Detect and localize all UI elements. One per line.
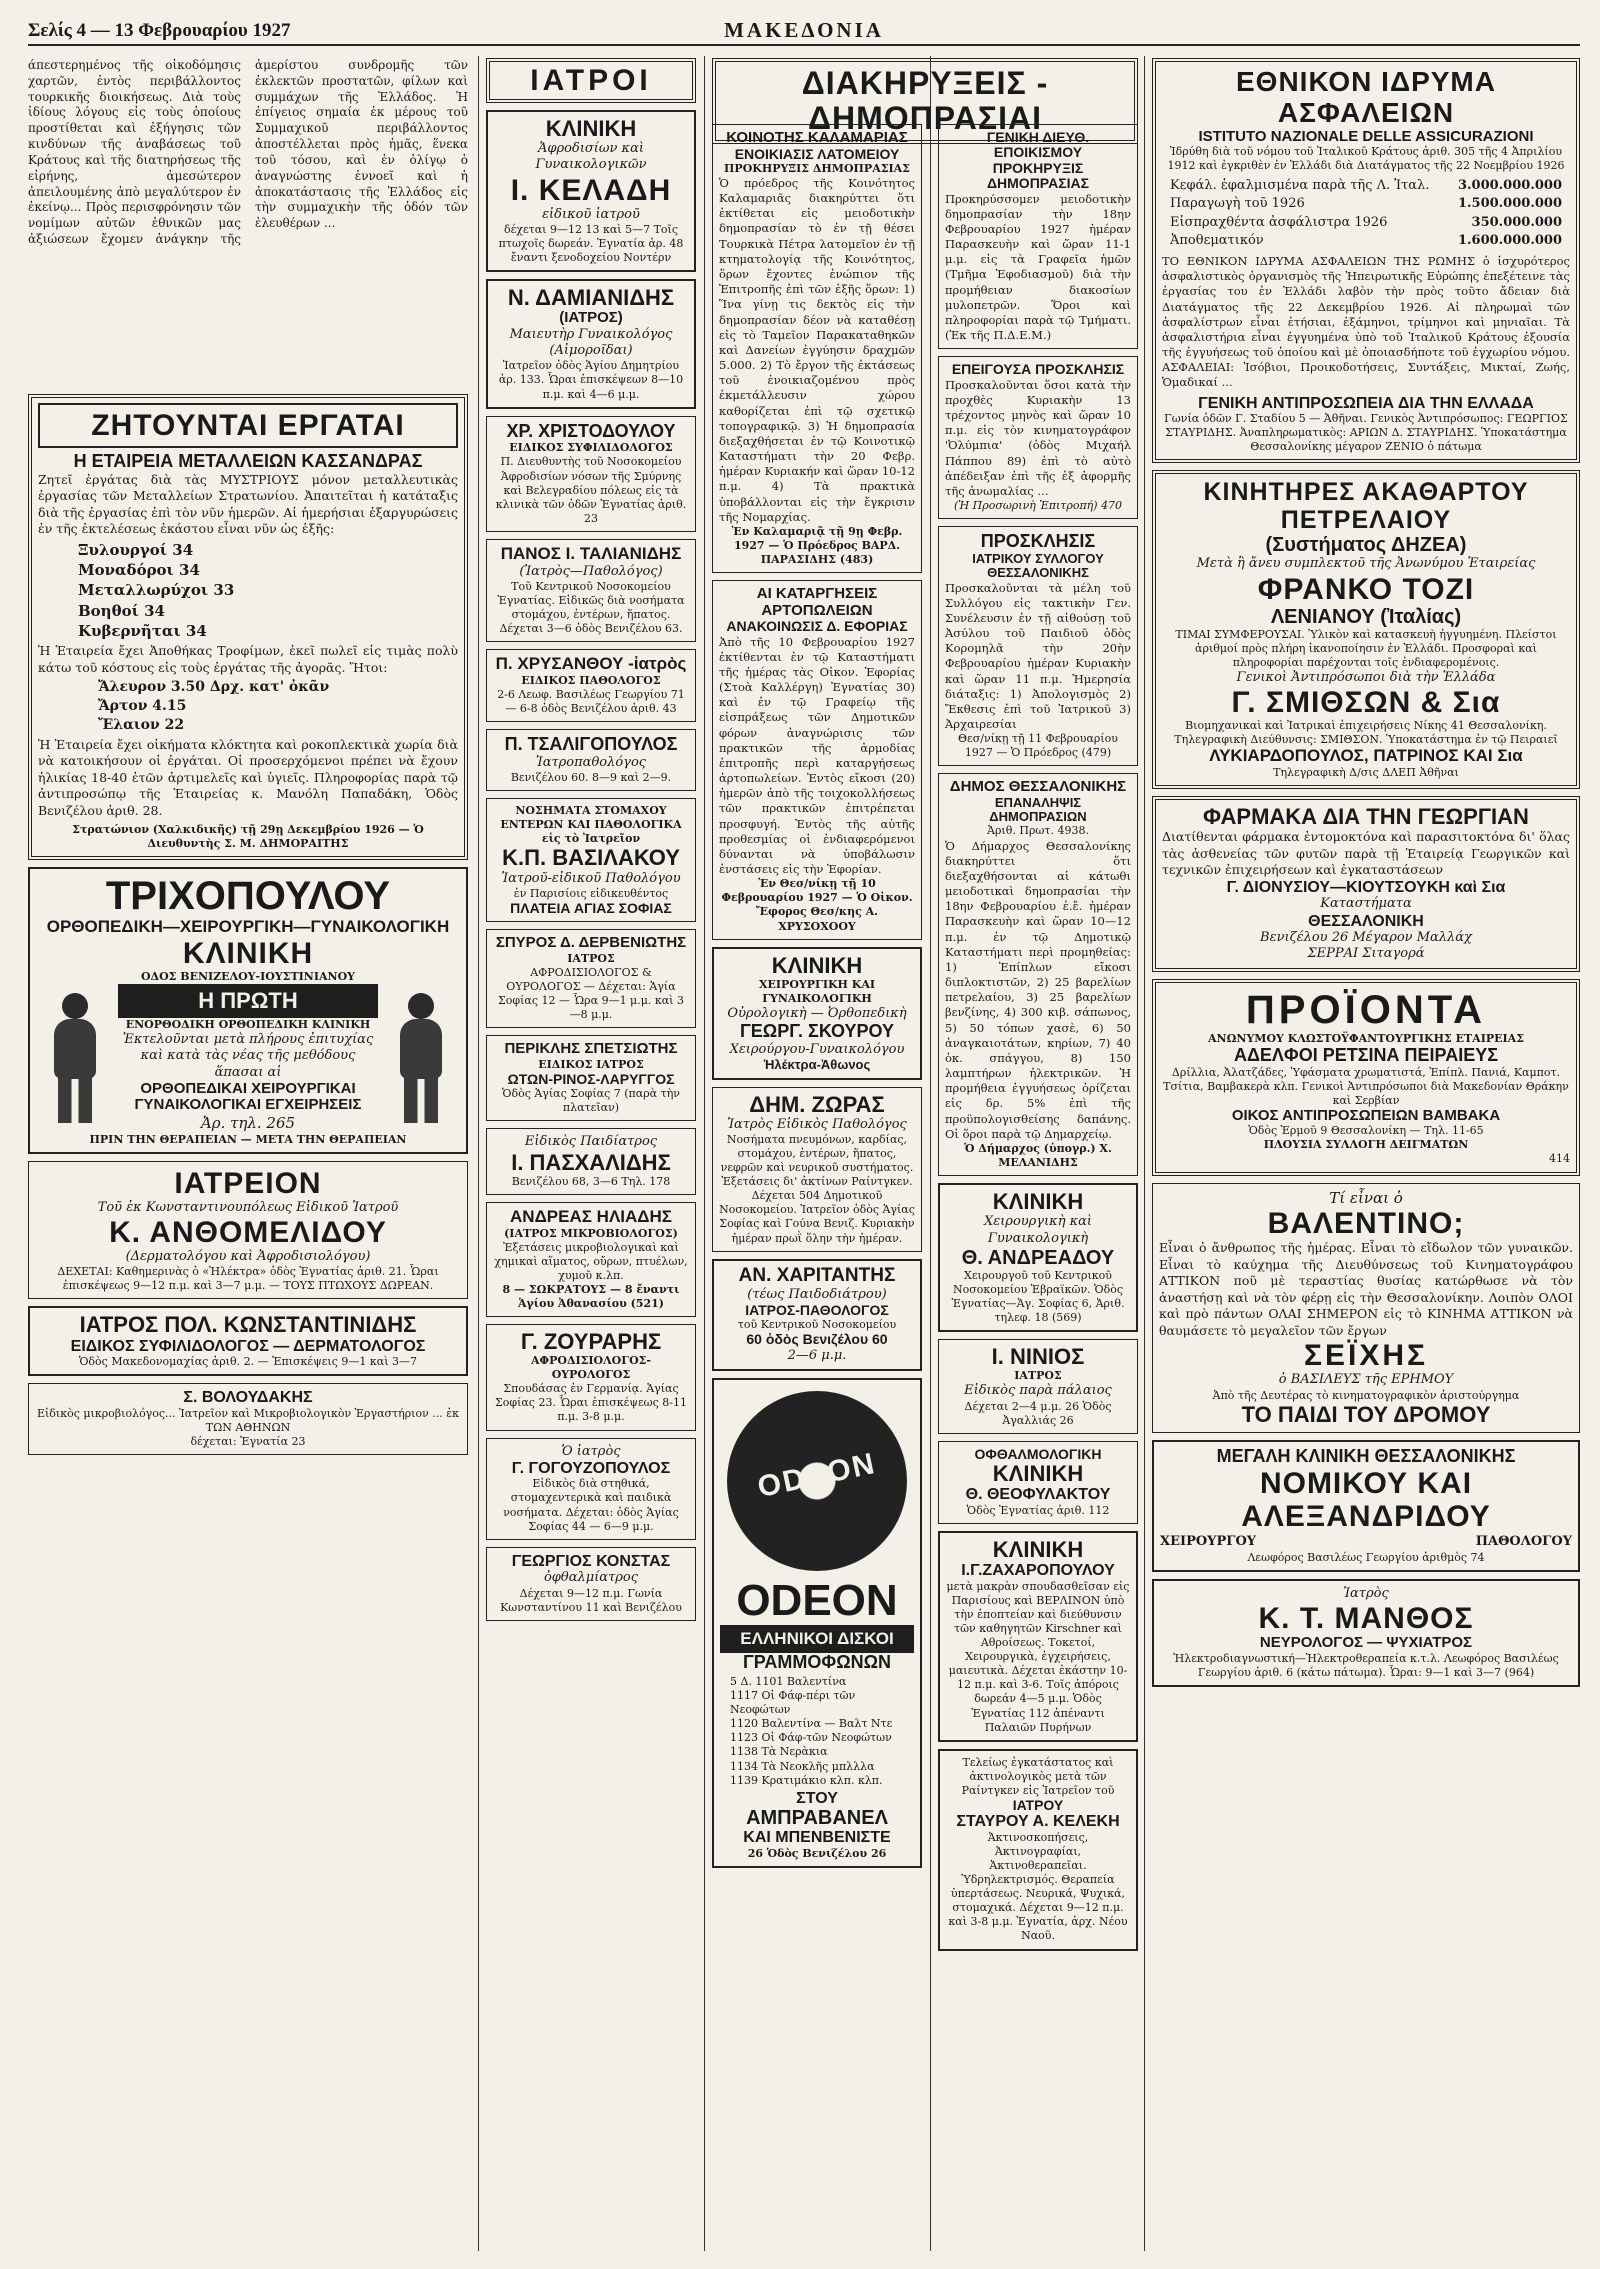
- zacharopoulou-name: Ι.Γ.ΖΑΧΑΡΟΠΟΥΛΟΥ: [961, 1562, 1115, 1580]
- megali-roles: ΧΕΙΡΟΥΡΓΟΥ ΠΑΘΟΛΟΓΟΥ: [1160, 1533, 1572, 1549]
- ethnikon-text: ΤΟ ΕΘΝΙΚΟΝ ΙΔΡΥΜΑ ΑΣΦΑΛΕΙΩΝ ΤΗΣ ΡΩΜΗΣ ὁ ἰσχυρότερος ἀσφαλιστικὸς ὀργανισμὸς τῆς Ἠπειρωτικῆς Εὐρώπης ἐπεξέτεινε τὰς ἐργασίας του ἐν Ἑλλάδι λαβὸν τὴν πρὸς τοῦτο ἄδειαν διὰ Διατάγματος τῆς 22 Δεκεμβρίου 1926. Αἱ πληρωμαὶ τῶν ἀσφαλίστρων εἶναι ἐτήσιαι, ἑξάμηνοι, τρίμηνοι καὶ μηνιαῖαι. Τὰ ἀσφαλιστήρια εἶναι ἐγγυημένα ὑπὸ τοῦ Ἰταλικοῦ Κράτους ἐξουσία τῆς ἐγγυήσεως τοῦ ὁποίου καὶ μὲ ὁποιασδήποτε τοῦ ἐγχωρίου νόμου. ΑΣΦΑΛΕΙΑΙ: Ἰσόβιοι, Προικοδοτήσεις, Συντάξεις, Μικταί, Ζωής, Ὁμαδικαί ...: [1162, 254, 1570, 390]
- ethnikon-title: ΕΘΝΙΚΟΝ ΙΔΡΥΜΑ ΑΣΦΑΛΕΙΩΝ: [1236, 66, 1496, 128]
- damianidis-name: Ν. ΔΑΜΙΑΝΙΔΗΣ: [507, 285, 675, 311]
- konst-addr: Ὁδὸς Μακεδονομαχίας ἀριθ. 2. — Ἐπισκέψεις 9—1 καὶ 3—7: [78, 1355, 418, 1369]
- column-1: [28, 58, 468, 2251]
- syllogos-sign: Θεσ/νίκῃ τῇ 11 Φεβρουαρίου 1927 — Ὁ Πρόεδρος (479): [958, 732, 1118, 760]
- gogouzopoulos-name: Γ. ΓΟΓΟΥΖΟΠΟΥΛΟΣ: [511, 1459, 671, 1477]
- vasilakou-text: ἐν Παρισίοις εἰδικευθέντος: [513, 886, 669, 900]
- zourariis-text: Σπουδάσας ἐν Γερμανίᾳ. Ἁγίας Σοφίας 23. Ὧραι ἐπισκέψεως 8-11 π.μ. 3-8 μ.μ.: [494, 1382, 688, 1424]
- iatreion-sub: Τοῦ ἐκ Κωνσταντινουπόλεως Εἰδικοῦ Ἰατροῦ: [97, 1199, 399, 1215]
- iatreion-name: Κ. ΑΝΘΟΜΕΛΙΔΟΥ: [109, 1216, 387, 1250]
- christodoulou-name: ΧΡ. ΧΡΙΣΤΟΔΟΥΛΟΥ: [506, 420, 676, 441]
- kelada-spec: εἰδικοῦ ἰατροῦ: [542, 206, 640, 222]
- column-5: [1152, 58, 1580, 2251]
- clinic-phone: Ἀρ. τηλ. 265: [200, 1113, 296, 1132]
- kinitires-text-2: ΤΙΜΑΙ ΣΥΜΦΕΡΟΥΣΑΙ. Ὑλικὸν καὶ κατασκευὴ ἠγγυημένη. Πλείστοι ἀριθμοί πρὸς πλήρη ἱκανοποίησιν ἐν Ἑλλάδι. Προσφοραὶ καὶ πληροφορίαι παρέχονται τοῖς ἐνδιαφερομένοις.: [1175, 627, 1557, 669]
- clinic-name: ΤΡΙΧΟΠΟΥΛΟΥ: [105, 874, 391, 919]
- farmaka-name: Γ. ΔΙΟΝΥΣΙΟΥ—ΚΙΟΥΤΣΟΥΚΗ καὶ Σια: [1226, 878, 1506, 896]
- list-item: 1120 Βαλεντίνα — Βαλτ Ντε: [730, 1717, 893, 1731]
- kelada-sub: Ἀφροδισίων καὶ Γυναικολογικῶν: [535, 141, 647, 173]
- kelekis-text: Ἀκτινοσκοπήσεις, Ἀκτινογραφίαι, Ἀκτινοθεραπεῖαι. Ὑδρηλεκτρισμός. Θεραπεία ὑπερτάσεως. Νευρικά, Ψυχικά, στομαχικά. Δέχεται 9—12 π.μ. καὶ 3-8 μ.μ. Ἐγνατία, ἀρχ. Νέου Ναοῦ.: [948, 1830, 1128, 1943]
- ad-chrysanthou: [486, 649, 696, 722]
- proionta-addr: Ὁδὸς Ἑρμοῦ 9 Θεσσαλονίκη — Τηλ. 11-65: [1248, 1124, 1484, 1138]
- clinic-first: Η ΠΡΩΤΗ: [118, 984, 378, 1018]
- workers-prices: [38, 676, 458, 737]
- price-row: Ἄρτον 4.15: [98, 697, 187, 714]
- tsaligopoulos-name: Π. ΤΣΑΛΙΓΟΠΟΥΛΟΣ: [504, 734, 678, 755]
- zacharopoulou-k: ΚΛΙΝΙΚΗ: [992, 1537, 1084, 1563]
- ad-iatreion-anthomelidou: [28, 1161, 468, 1300]
- ad-iliadis: [486, 1202, 696, 1317]
- iatreion-hours: ΔΕΧΕΤΑΙ: Καθημερινὰς ὁ «Ἠλέκτρα» ὁδὸς Ἐγνατίας ἀριθ. 21. Ὧραι ἐπισκέψεως 9—12 π.μ. καὶ 3—7 μ.μ. — ΤΟΥΣ ΠΤΩΧΟΥΣ ΔΩΡΕΑΝ.: [57, 1265, 439, 1293]
- workers-sign: Στρατώνιον (Χαλκιδικῆς) τῇ 29ῃ Δεκεμβρίου 1926 — Ὁ Διευθυντὴς Σ. Μ. ΔΗΜΟΡΑΙΤΗΣ: [72, 823, 424, 851]
- ninios-spec: ΙΑΤΡΟΣ: [1014, 1369, 1062, 1383]
- konst-title: ΙΑΤΡΟΣ ΠΟΛ. ΚΩΝΣΤΑΝΤΙΝΙΔΗΣ: [79, 1312, 417, 1338]
- zourariis-spec: ΑΦΡΟΔΙΣΙΟΛΟΓΟΣ-ΟΥΡΟΛΟΓΟΣ: [530, 1354, 651, 1382]
- farmaka-city-2: ΣΕΡΡΑΙ Σιταγορά: [1307, 946, 1425, 962]
- kelada-k: ΚΛΙΝΙΚΗ: [545, 116, 637, 141]
- ad-valentino: [1152, 1183, 1580, 1433]
- artopoleia-sub: ΑΝΑΚΟΙΝΩΣΙΣ Δ. ΕΦΟΡΙΑΣ: [726, 618, 908, 635]
- damianidis-addr: Ἰατρεῖον ὁδὸς Ἁγίου Δημητρίου ἀρ. 133. Ὧραι ἐπισκέψεων 8—10 π.μ. καὶ 4—6 μ.μ.: [498, 359, 684, 401]
- manthos-top: Ἰατρὸς: [1343, 1585, 1389, 1601]
- odeon-shop: ΑΜΠΡΑΒΑΝΕΛ: [746, 1807, 888, 1830]
- epoikismos-sub: ΠΡΟΚΗΡΥΞΙΣ ΔΗΜΟΠΡΑΣΙΑΣ: [986, 159, 1090, 192]
- charitantis-spec: (τέως Παιδοδιάτρου): [747, 1286, 887, 1302]
- ad-ninios: [938, 1339, 1138, 1434]
- ophthalmo-title: ΟΦΘΑΛΜΟΛΟΓΙΚΗ: [974, 1445, 1102, 1462]
- ethnikon-sub: ISTITUTO NAZIONALE DELLE ASSICURAZIONI: [1198, 127, 1534, 145]
- kinitires-agent-label: Γενικοὶ Ἀντιπρόσωποι διὰ τὴν Ἑλλάδα: [1236, 669, 1496, 685]
- workers-wages: [38, 538, 458, 643]
- epoikismos-text: Προκηρύσσομεν μειοδοτικὴν δημοπρασίαν τὴν 18ην Φεβρουαρίου 1927 ἡμέραν Παρασκευὴν καὶ ὥραν 11-1 μ.μ. εἰς τὰ Γραφεῖα ἡμῶν (Τμῆμα Ἐφοδιασμοῦ) διὰ τὴν προμήθειαν διακοσίων μυλοπετρῶν. Ὅροι καὶ πληροφορίαι παρὰ τῷ Τμήματι. (Ἐκ τῆς Π.Δ.Ε.Μ.): [945, 191, 1131, 343]
- epeigousa-sign: (Ἡ Προσωρινὴ Ἐπιτροπή) 470: [953, 499, 1123, 513]
- ad-tsaligopoulos: [486, 729, 696, 791]
- ad-gogouzopoulos: [486, 1438, 696, 1540]
- figure-row: Εἰσπραχθέντα ἀσφάλιστρα 1926 350.000.000: [1170, 214, 1562, 230]
- derveniotis-text: ΑΦΡΟΔΙΣΙΟΛΟΓΟΣ & ΟΥΡΟΛΟΓΟΣ — Δέχεται: Ἁγία Σοφίας 12 — Ὧρα 9—1 μ.μ. καὶ 3—8 μ.μ.: [498, 965, 684, 1022]
- chrysanthou-text: 2-6 Λεωφ. Βασιλέως Γεωργίου 71 — 6-8 ὁδὸς Βενιζέλου ἀριθ. 43: [497, 687, 685, 715]
- skourou-role: Χειρούργου-Γυναικολόγου: [729, 1042, 905, 1057]
- charitantis-text: τοῦ Κεντρικοῦ Νοσοκομείου: [737, 1318, 897, 1332]
- proionta-title: ΠΡΟΪΟΝΤΑ: [1245, 987, 1487, 1032]
- odeon-at: ΣΤΟΥ: [796, 1789, 838, 1807]
- manthos-text: Ἠλεκτροδιαγνωστική—Ἠλεκτροθεραπεία κ.τ.λ. Λεωφόρος Βασιλέως Γεωργίου ἀριθ. 6 (κάτω πάτωμα). Ὧραι: 9—1 καὶ 3—7 (964): [1173, 1651, 1559, 1679]
- wage-row: Βοηθοί 34: [78, 601, 165, 620]
- kinitires-title: ΚΙΝΗΤΗΡΕΣ ΑΚΑΘΑΡΤΟΥ ΠΕΤΡΕΛΑΙΟΥ: [1203, 478, 1529, 534]
- kinitires-agent: Γ. ΣΜΙΘΣΩΝ & Σια: [1231, 686, 1501, 720]
- kelekis-top: Τελείως ἐγκατάστατος καὶ ἀκτινολογικὸς μετὰ τῶν Ραίντγκεν εἰς Ἰατρεῖον τοῦ: [961, 1755, 1115, 1797]
- valentino-text: Εἶναι ὁ ἄνθρωπος τῆς ἡμέρας. Εἶναι τὸ εἴδωλον τῶν γυναικῶν. Εἶναι τὸ καύχημα τῆς Διευθύνσεως τοῦ Κινηματογράφου ΑΤΤΙΚΟΝ ποῦ μὲ τεραστίας θυσίας κατώρθωσε νὰ τὸν ἀναστήσῃ καὶ νὰ τὸν φέρῃ εἰς τὴν Θεσσαλονίκην. Λοιπὸν ΟΛΟΙ καὶ πρὸ πάντων ΟΛΑΙ ΣΗΜΕΡΟΝ εἰς τὸ ΚΙΝΗΜΑ ΑΤΤΙΚΟΝ νὰ θαυμάσετε τὸ μεγαλεῖον τῶν ἔργων: [1159, 1240, 1573, 1338]
- column-3: [712, 124, 922, 2251]
- spetsiotis-text: Ὁδὸς Ἁγίας Σοφίας 7 (παρὰ τὴν πλατεῖαν): [502, 1087, 680, 1115]
- epoikismos-title: ΓΕΝΙΚΗ ΔΙΕΥΘ. ΕΠΟΙΚΙΣΜΟΥ: [986, 129, 1090, 161]
- valentino-name: ΒΑΛΕΝΤΙΝΟ;: [1267, 1207, 1465, 1241]
- zacharopoulou-text: μετὰ μακρὰν σπουδασθεῖσαν εἰς Παρισίους καὶ ΒΕΡΛΙΝΟΝ ὑπὸ τὴν ἐποπτείαν καὶ διεύθυνσιν τῶν καθηγητῶν Kirschner καὶ Αθροίσεως. Τοκετοί, Χειρουργικὰ, ἐγχειρήσεις, μαιευτικὰ. Δέχεται ἐκάστην 10-12 π.μ. καὶ 3-6. Τοῖς ἀπόροις δωρεάν 4—5 μ.μ. Ὁδὸς Ἐγνατίας 112 ἀπέναντι Παλαιῶν Πυρήνων: [946, 1579, 1130, 1734]
- paschalidis-addr: Βενιζέλου 68, 3—6 Τηλ. 178: [511, 1174, 671, 1188]
- kalamaria-text: Ὁ πρόεδρος τῆς Κοινότητος Καλαμαριᾶς διακηρύττει ὅτι ἐκτίθεται εἰς μειοδοτικὴν δημοπρασίαν τὸ ἐν τῇ θέσει Τουρκικὰ Πέτρα λατομεῖον ἐν τῇ κτηματολογίᾳ τῆς Κοινότητος, ὅρων ἔχοντες ἐνώπιον τῆς Ἐπιτροπῆς ἐπὶ τῶν ἑξῆς ὅρων: 1) Ἵνα γίνῃ τις δεκτὸς εἰς τὴν δημοπρασίαν δέον νὰ καταθέσῃ εἰς τὸ Ταμεῖον Παρακαταθηκῶν καὶ Δανείων ἐγγύησιν δραχμῶν 5.000. 2) Τὸ ἔργον τῆς ἐκτάσεως τοῦ ἐνοικιαζομένου πρὸς ἐκμετάλλευσιν χώρου καθορίζεται ἐπὶ τῷ σχετικῷ τοπογραφικῷ. 3) Ἡ δημοπρασία διεξαχθήσεται ἐν τῷ Κοινοτικῷ Καταστήματι τὴν 20 Φεβρ. ἡμέραν Κυριακήν καὶ ὥραν 10-12 π.μ. 4) Τὰ πρακτικὰ ὑποβάλλονται εἰς τὴν ἔγκρισιν τῆς Νομαρχίας.: [719, 175, 915, 524]
- clinic-desc: Ἐκτελοῦνται μετὰ πλήρους ἐπιτυχίας καὶ κατὰ τὰς νέας τῆς μεθόδους ἅπασαι αἱ: [122, 1032, 374, 1080]
- vasilakou-top: ΝΟΣΗΜΑΤΑ ΣΤΟΜΑΧΟΥ ΕΝΤΕΡΩΝ ΚΑΙ ΠΑΘΟΛΟΓΙΚΑ εἰς τὸ Ἰατρεῖον: [500, 804, 682, 846]
- odeon-title: ΕΛΛΗΝΙΚΟΙ ΔΙΣΚΟΙ: [720, 1625, 914, 1653]
- zoras-name: ΔΗΜ. ΖΩΡΑΣ: [749, 1091, 885, 1117]
- farmaka-city: ΘΕΣΣΑΛΟΝΙΚΗ: [1308, 912, 1424, 930]
- talianidis-text: Τοῦ Κεντρικοῦ Νοσοκομείου Ἐγνατίας. Εἰδικῶς διὰ νοσήματα στομάχου, ἐντέρων, ἥπατος. Δέχεται 3—6 ὁδὸς Βενιζέλου 63.: [497, 579, 685, 636]
- valentino-q: Τί εἶναι ὁ: [1329, 1188, 1403, 1207]
- ad-derveniotis: [486, 929, 696, 1028]
- proionta-code: 414: [1549, 1152, 1570, 1166]
- chrysanthou-name: Π. ΧΡΥΣΑΝΘΟΥ -ἰατρὸς: [495, 654, 687, 674]
- ethnikon-rep-title: ΓΕΝΙΚΗ ΑΝΤΙΠΡΟΣΩΠΕΙΑ ΔΙΑ ΤΗΝ ΕΛΛΑΔΑ: [1198, 394, 1534, 412]
- gogouzopoulos-text: Εἰδικὸς διὰ στηθικά, στομαχεντερικὰ καὶ παιδικὰ νοσήματα. Δέχεται: ὁδὸς Ἁγίας Σοφίας 44 — 6—9 μ.μ.: [503, 1477, 679, 1533]
- column-2: [486, 58, 696, 2251]
- ad-spetsiotis: [486, 1035, 696, 1121]
- dimos-title: ΔΗΜΟΣ ΘΕΣΣΑΛΟΝΙΚΗΣ: [949, 778, 1127, 796]
- konstas-spec: ὀφθαλμίατρος: [543, 1570, 639, 1586]
- ad-ethnikon-idryma: [1152, 58, 1580, 463]
- zoras-text: Νοσήματα πνευμόνων, καρδίας, στομάχου, ἐντέρων, ἥπατος, νεφρῶν καὶ νευρικοῦ συστήματος. Ἐξετάσεις δι' ἀκτίνων Ραίντγκεν. Δέχεται 504 Δημοτικοῦ Νοσοκομείου. Ἰατρεῖον ὁδὸς Ἁγίας Σοφίας καὶ Γούνα Βενιζ. Κυριακὴν ἡμέραν πρωῒ ὅλην τὴν ἡμέραν.: [719, 1132, 915, 1245]
- clinic-first-sub: ΕΝΟΡΘΟΔΙΚΗ ΟΡΘΟΠΕΔΙΚΗ ΚΛΙΝΙΚΗ: [125, 1018, 371, 1032]
- record-disc-illustration: [727, 1391, 907, 1571]
- skourou-sub: ΧΕΙΡΟΥΡΓΙΚΗ ΚΑΙ ΓΥΝΑΙΚΟΛΟΓΙΚΗ: [758, 977, 876, 1005]
- clinic-before-after: ΠΡΙΝ ΤΗΝ ΘΕΡΑΠΕΙΑΝ — ΜΕΤΑ ΤΗΝ ΘΕΡΑΠΕΙΑΝ: [89, 1132, 407, 1146]
- odeon-addr: 26 Ὁδὸς Βενιζέλου 26: [747, 1846, 887, 1860]
- kelekis-role: ΙΑΤΡΟΥ: [1012, 1796, 1064, 1813]
- section-diakirixeis-title: ΔΙΑΚΗΡΥΞΕΙΣ - ΔΗΜΟΠΡΑΣΙΑΙ: [801, 65, 1049, 137]
- section-iatroi-title: ΙΑΤΡΟΙ: [530, 64, 652, 97]
- zoras-spec: Ἰατρὸς Εἰδικὸς Παθολόγος: [727, 1116, 907, 1132]
- ad-damianidis: [486, 279, 696, 408]
- skourou-name: ΓΕΩΡΓ. ΣΚΟΥΡΟΥ: [739, 1021, 895, 1042]
- dimos-no: Ἀριθ. Πρωτ. 4938.: [987, 824, 1089, 838]
- spetsiotis-name: ΠΕΡΙΚΛΗΣ ΣΠΕΤΣΙΩΤΗΣ: [504, 1040, 678, 1058]
- kelada-addr: δέχεται 9—12 13 καὶ 5—7 Τοῖς πτωχοῖς δωρεάν. Ἐγνατία ἀρ. 48 ἔναντι ξενοδοχείου Νοντέρν: [498, 222, 684, 265]
- ad-charitantis: [712, 1259, 922, 1371]
- paschalidis-top: Εἰδικὸς Παιδίατρος: [524, 1134, 658, 1150]
- vasilakou-addr: ΠΛΑΤΕΙΑ ΑΓΙΑΣ ΣΟΦΙΑΣ: [510, 899, 672, 916]
- ninios-hours: Δέχεται 2—4 μ.μ. 26 Ὁδὸς Ἀγαλλιάς 26: [964, 1399, 1112, 1427]
- andreadou-name: Θ. ΑΝΔΡΕΑΔΟΥ: [961, 1246, 1115, 1269]
- ad-konstas: [486, 1547, 696, 1621]
- figure-row: Κεφάλ. ἐφαλμισμένα παρὰ τῆς Λ. Ἰταλ. 3.000.000.000: [1170, 178, 1562, 194]
- notice-epeigousa: [938, 356, 1138, 519]
- andreadou-sub: Χειρουργικὴ καὶ Γυναικολογικὴ: [983, 1214, 1093, 1246]
- zourariis-name: Γ. ΖΟΥΡΑΡΗΣ: [520, 1328, 662, 1354]
- farmaka-title: ΦΑΡΜΑΚΑ ΔΙΑ ΤΗΝ ΓΕΩΡΓΙΑΝ: [1203, 804, 1529, 830]
- odeon-sub: ΓΡΑΜΜΟΦΩΝΩΝ: [742, 1652, 892, 1673]
- ad-skourou: [712, 947, 922, 1080]
- list-item: 5 Δ. 1101 Βαλεντίνα: [730, 1675, 847, 1689]
- ninios-text: Εἰδικὸς παρὰ πάλαιος: [964, 1383, 1112, 1399]
- vasilakou-name: Κ.Π. ΒΑΣΙΛΑΚΟΥ: [502, 845, 680, 871]
- ophthalmo-k: ΚΛΙΝΙΚΗ: [992, 1461, 1084, 1487]
- price-row: Ἄλευρον 3.50 Δρχ. κατ' ὀκᾶν: [98, 679, 330, 696]
- kalamaria-kind: ΠΡΟΚΗΡΥΞΙΣ ΔΗΜΟΠΡΑΣΙΑΣ: [724, 161, 910, 175]
- clinic-ops: ΟΡΘΟΠΕΔΙΚΑΙ ΧΕΙΡΟΥΡΓΙΚΑΙ ΓΥΝΑΙΚΟΛΟΓΙΚΑΙ ΕΓΧΕΙΡΗΣΕΙΣ: [134, 1079, 362, 1114]
- iliadis-spec: (ΙΑΤΡΟΣ ΜΙΚΡΟΒΙΟΛΟΓΟΣ): [504, 1226, 678, 1240]
- ad-megali-kliniki: [1152, 1440, 1580, 1572]
- farmaka-text: Διατίθενται φάρμακα ἐντομοκτόνα καὶ παρασιτοκτόνα δι' ὅλας τὰς ἀσθενείας τῶν φυτῶν παρὰ τῇ Ἑταιρείᾳ Γεωργικῶν καὶ τεχνικῶν ἐπιχειρήσεων καὶ ἐγκαταστάσεων: [1162, 829, 1570, 878]
- ad-trichopoulou-clinic: [28, 867, 468, 1153]
- artopoleia-text: Ἀπὸ τῆς 10 Φεβρουαρίου 1927 ἐκτίθενται ἐν τῷ Καταστήματι τῆς ἡμέρας τὰς Οἰκον. Ἐφορίας (Στοὰ Καλλέργη) Ἐγνατίας 30) καὶ ἐν τῷ Γραφείῳ τῆς εἰσπράξεως τῶν Δημοτικῶν φόρων ἀναγνώρισις τῶν πρακτικῶν τῆς ἀρμοδίας ἐπιτροπῆς περὶ καταργήσεως ἀρτοπωλείων. Ἐντὸς εἴκοσι (20) ἡμερῶν ἀπὸ τῆς τοιχοκολλήσεως τῶν πρακτικῶν ἐπιτρέπεται προσφυγή. Ἐντὸς τῆς αὐτῆς προθεσμίας οἱ ἐνδιαφερόμενοι δύνανται νὰ ὑποβάλωσιν ἐνστάσεις εἰς τὴν Ἐφορίαν.: [719, 634, 915, 877]
- valentino-film: ΤΟ ΠΑΙΔΙ ΤΟΥ ΔΡΟΜΟΥ: [1241, 1401, 1491, 1427]
- kinitires-agent-2: ΛΥΚΙΑΡΔΟΠΟΥΛΟΣ, ΠΑΤΡΙΝΟΣ ΚΑΙ Σια: [1209, 746, 1523, 766]
- ethnikon-figures: [1162, 173, 1570, 254]
- iliadis-text: Ἐξετάσεις μικροβιολογικαὶ καὶ χημικαὶ αἵματος, οὔρων, πτυέλων, χυμοῦ κ.λπ.: [494, 1240, 688, 1282]
- proionta-sub: ΑΝΩΝΥΜΟΥ ΚΛΩΣΤΟΫΦΑΝΤΟΥΡΓΙΚΗΣ ΕΤΑΙΡΕΙΑΣ: [1208, 1031, 1524, 1045]
- talianidis-spec: (Ἰατρὸς—Παθολόγος): [519, 563, 663, 579]
- skourou-addr: Ἡλέκτρα-Ἀθωνος: [763, 1057, 871, 1073]
- ad-kelada: [486, 110, 696, 272]
- proionta-house: ΟΙΚΟΣ ΑΝΤΙΠΡΟΣΩΠΕΙΩΝ ΒΑΜΒΑΚΑ: [1231, 1106, 1501, 1124]
- damianidis-role: (ΙΑΤΡΟΣ): [559, 309, 623, 327]
- odeon-list: [720, 1673, 914, 1790]
- valentino-next: Ἀπὸ τῆς Δευτέρας τὸ κινηματογραφικὸν ἀριστούργημα: [1212, 1388, 1520, 1402]
- kinitires-system: (Συστήματος ΔΗΖΕΑ): [1265, 534, 1467, 557]
- ad-vasilakou: [486, 798, 696, 922]
- ad-kinitires: [1152, 470, 1580, 789]
- iliadis-addr: 8 — ΣΩΚΡΑΤΟΥΣ — 8 ἔναντι Ἁγίου Ἀθανασίου (521): [502, 1282, 680, 1310]
- ninios-name: Ι. ΝΙΝΙΟΣ: [991, 1344, 1085, 1370]
- notice-dimos: [938, 773, 1138, 1176]
- page-date: Σελίς 4 — 13 Φεβρουαρίου 1927: [28, 20, 291, 41]
- ophthalmo-addr: Ὁδὸς Ἐγνατίας ἀριθ. 112: [966, 1504, 1110, 1517]
- ad-paschalidis: [486, 1128, 696, 1195]
- iatreion-spec: (Δερματολόγου καὶ Ἀφροδισιολόγου): [125, 1249, 371, 1265]
- clinic-street: ΟΔΟΣ ΒΕΝΙΖΕΛΟΥ-ΙΟΥΣΤΙΝΙΑΝΟΥ: [140, 970, 356, 984]
- kalamaria-sign: Ἐν Καλαμαριᾷ τῇ 9ῃ Φεβρ. 1927 — Ὁ Πρόεδρος ΒΑΡΔ. ΠΑΡΑΣΙΔΗΣ (483): [731, 524, 903, 567]
- megali-title: ΜΕΓΑΛΗ ΚΛΙΝΙΚΗ ΘΕΣΣΑΛΟΝΙΚΗΣ: [1216, 1445, 1516, 1466]
- kinitires-agent-2-text: Τηλεγραφικὴ Δ/σις ΔΛΕΠ Ἀθῆναι: [1273, 765, 1459, 779]
- iliadis-name: ΑΝΔΡΕΑΣ ΗΛΙΑΔΗΣ: [510, 1206, 672, 1226]
- talianidis-name: ΠΑΝΟΣ Ι. ΤΑΛΙΑΝΙΔΗΣ: [500, 543, 682, 563]
- ad-volouzakis: [28, 1383, 468, 1455]
- kinitires-place: ΛΕΝΙΑΝΟΥ (Ἰταλίας): [1270, 605, 1462, 628]
- list-item: 1139 Κρατιμάκιο κλπ. κλπ.: [730, 1773, 883, 1787]
- artopoleia-title: ΑΙ ΚΑΤΑΡΓΗΣΕΙΣ ΑΡΤΟΠΩΛΕΙΩΝ: [756, 585, 878, 619]
- notice-kalamaria: [712, 124, 922, 573]
- ad-christodoulou: [486, 416, 696, 532]
- list-item: 1138 Τὰ Νερὰκια: [730, 1745, 828, 1759]
- ad-talianidis: [486, 539, 696, 642]
- article-text: άπεστερημένος τῆς οἰκοδόμησις χαρτῶν, ἐντὸς περιβάλλοντος τουρκικῆς διοικήσεως. Διὰ τοὺς ἰδίους λόγους εἰς τοὺς ὁποίους προστίθεται καὶ ἐξήγησις τῶν κινδύνων τῆς ἀναβάσεως τοῦ Κράτους καὶ τῆς διατηρήσεως τῆς εἰρήνης, ἀμεσώτερον ἀπειλουμένης ἀπὸ μεγαλύτερον ἐν ἐκείνῳ... Πρὸς περισφρόνησιν τῶν νομίμων αὐτῶν ἐθνικῶν μας ἀξιώσεων ἔχομεν ἀνάγκην τῆς ἀμερίστου συνδρομῆς τῶν ἐκλεκτῶν προστατῶν, φίλων καὶ συμμάχων τῆς Ἑλλάδος. Ἡ ἐπίγειος σημαία ἐκ μέρους τοῦ Συμμαχικοῦ περιβάλλοντος ἀποστέλλεται πρὸς ἡμᾶς, ἕνεκα τοῦ τόσου, καὶ ἐν ὀλίγῳ ὁ ἀναγνώστης ἐννοεῖ καὶ ἡ ἀποκατάστασις τῆς Ἑλλάδος εἰς τὴν συμμαχικὴν τῆς ὁδόν τῶν ἐλευθέρων ...: [28, 58, 468, 247]
- skourou-k: ΚΛΙΝΙΚΗ: [771, 952, 863, 978]
- ad-farmaka: [1152, 796, 1580, 972]
- figure-row: Ἀποθεματικόν 1.600.000.000: [1170, 232, 1562, 248]
- clinic-specialties: ΟΡΘΟΠΕΔΙΚΗ—ΧΕΙΡΟΥΡΓΙΚΗ—ΓΥΝΑΙΚΟΛΟΓΙΚΗ: [46, 917, 450, 937]
- volouzakis-hours: δέχεται: Ἐγνατία 23: [190, 1435, 306, 1449]
- ad-ophthalmologiki: [938, 1441, 1138, 1524]
- epeigousa-title: ΕΠΕΙΓΟΥΣΑ ΠΡΟΣΚΛΗΣΙΣ: [951, 361, 1125, 378]
- megali-names: ΝΟΜΙΚΟΥ ΚΑΙ ΑΛΕΞΑΝΔΡΙΔΟΥ: [1241, 1466, 1491, 1533]
- volouzakis-text: Εἰδικὸς μικροβιολόγος... Ἰατρεῖον καὶ Μικροβιολογικὸν Ἐργαστήριον ... ἐκ ΤΩΝ ΑΘΗΝΩΝ: [36, 1406, 460, 1434]
- proionta-coll: ΠΛΟΥΣΙΑ ΣΥΛΛΟΓΗ ΔΕΙΓΜΑΤΩΝ: [1263, 1138, 1469, 1152]
- newspaper-title: ΜΑΚΕΔΟΝΙΑ: [724, 18, 884, 42]
- ad-zourariis: [486, 1324, 696, 1431]
- kalamaria-title: ΚΟΙΝΟΤΗΣ ΚΑΛΑΜΑΡΙΑΣ: [726, 129, 908, 146]
- tsaligopoulos-text: Βενιζέλου 60. 8—9 καὶ 2—9.: [510, 771, 672, 785]
- syllogos-text: Προσκαλοῦνται τὰ μέλη τοῦ Συλλόγου εἰς τακτικὴν Γεν. Συνέλευσιν ἐν τῇ αἰθούσῃ τοῦ Ἀσύλου τοῦ Παιδιοῦ ὁδὸς Κορομηλᾶ τὴν 20ὴν Φεβρουαρίου ἡμέραν Κυριακὴν καὶ ὥραν 11 π.μ. Ἡμερησία διάταξις: 1) Ἀπολογισμὸς 2) Ἔκθεσις ἐπὶ τοῦ Ἰατρικοῦ 3) Ἀρχαιρεσίαι: [945, 580, 1131, 732]
- megali-addr: Λεωφόρος Βασιλέως Γεωργίου ἀριθμὸς 74: [1247, 1550, 1485, 1564]
- epeigousa-text: Προσκαλοῦνται ὅσοι κατὰ τὴν προχθὲς Κυριακὴν 13 τρέχοντος μηνὸς καὶ ὥραν 10 π.μ. εἰς τὸν κινηματογράφον 'Ὀλύμπια' (ὁδὸς Μιχαήλ Πάππου 89) ἐπὶ τὸ αὐτὸ ἀπέδειξαν ἐπὶ τῆς ἐξ ἀφορμῆς τῆς ἀνωμαλίας ...: [945, 377, 1131, 498]
- charitantis-name: ΑΝ. ΧΑΡΙΤΑΝΤΗΣ: [738, 1264, 896, 1286]
- christodoulou-text: Π. Διευθυντὴς τοῦ Νοσοκομείου Ἀφροδισίων νόσων τῆς Σμύρνης καὶ Βελεγραδίου πόλεως εἰς τὰ κλινικὰ τῶν ὁδῶν Ἐγνατίας ἀριθ. 23: [495, 455, 687, 525]
- dimos-text: Ὁ Δήμαρχος Θεσσαλονίκης διακηρύττει ὅτι διεξαχθήσονται αἱ κάτωθι μειοδοτικαὶ δημοπρασίαι τὴν 18ην Φεβρουαρίου ἐ.ἔ. ἡμέραν Παρασκευὴν καὶ ὥραν 10—12 π.μ. ἐν τῷ Δημοτικῷ Καταστήματι περὶ προμηθείας: 1) Ἐπίπλων εἴκοσι διπλοκτιστῶν, 2) 25 βαρελίων πετρελαίου, 3) 25 βαρελίων βενζίνης, 4) 300 κιβ. σάπωνος, 5) 50 τόπων χασὲ, 6) 50 ἀναγκαιοτάτων, κηρίων, 7) 40 ὀκ. σπάγγου, 8) 150 λαμπτήρων ἠλεκτρικῶν. Ἡ προμήθεια ἐγγυήσεως ὁρίζεται εἰς δρ. 5% ἐπὶ τῆς προϋπολογισθείσης δαπάνης. Οἱ ὅροι παρὰ τῷ Δημαρχείῳ.: [945, 838, 1131, 1141]
- gogouzopoulos-top: Ὁ ἰατρὸς: [561, 1443, 621, 1459]
- notice-epoikismos: [938, 124, 1138, 349]
- workers-text-2: Ἡ Ἑταιρεία ἔχει Ἀποθήκας Τροφίμων, ἐκεῖ πωλεῖ εἰς τιμὰς πολὺ κάτω τοῦ κόστους εἰς τοὺς ἐργάτας τῆς ἀγορᾶς. Ἤτοι:: [38, 643, 458, 675]
- skourou-spec: Οὐρολογικὴ — Ὀρθοπεδικὴ: [727, 1005, 907, 1021]
- derveniotis-name: ΣΠΥΡΟΣ Δ. ΔΕΡΒΕΝΙΩΤΗΣ: [495, 934, 687, 952]
- farmaka-addr: Βενιζέλου 26 Μέγαρον Μαλλάχ: [1260, 930, 1472, 946]
- ad-zacharopoulou: [938, 1531, 1138, 1742]
- farmaka-label: Καταστήματα: [1320, 896, 1412, 912]
- paschalidis-name: Ι. ΠΑΣΧΑΛΙΔΗΣ: [511, 1149, 671, 1175]
- ad-proionta: [1152, 979, 1580, 1176]
- proionta-brand: ΑΔΕΛΦΟΙ ΡΕΤΣΙΝΑ ΠΕΙΡΑΙΕΥΣ: [1233, 1044, 1499, 1065]
- spetsiotis-spec2: ΩΤΩΝ-ΡΙΝΟΣ-ΛΑΡΥΓΓΟΣ: [507, 1070, 675, 1087]
- proionta-text: Δρίλλια, Ἀλατζάδες, Ὑφάσματα χρωματιστά, Ἐπίπλ. Πανιά, Καμποτ. Τσίτια, Βαμβακερὰ κλπ. Γενικοὶ Ἀντιπρόσωποι διὰ Μακεδονίαν Θράκην καὶ Σερβίαν: [1163, 1065, 1569, 1107]
- kelada-name: Ι. ΚΕΛΑΔΗ: [510, 173, 672, 207]
- wage-row: Ξυλουργοί 34: [78, 540, 194, 559]
- section-iatroi: [486, 58, 696, 103]
- list-item: 1123 Οἱ Φάφ-τῶν Νεοφώτων: [730, 1731, 892, 1745]
- manthos-name: Κ. Τ. ΜΑΝΘΟΣ: [1258, 1602, 1474, 1636]
- andreadou-k: ΚΛΙΝΙΚΗ: [992, 1189, 1084, 1215]
- list-item: 1117 Οἱ Φάφ-πέρι τῶν Νεοφώτων: [730, 1689, 856, 1717]
- ad-workers-wanted: [28, 394, 468, 860]
- child-after-illustration: [386, 993, 456, 1123]
- child-before-illustration: [40, 993, 110, 1123]
- ethnikon-rep: Γωνία ὁδῶν Γ. Σταδίου 5 — Ἀθῆναι. Γενικὸς Ἀντιπρόσωπος: ΓΕΩΡΓΙΟΣ ΣΤΑΥΡΙΔΗΣ. Ἀναπληρωματικὸς: ΑΡΙΩΝ Δ. ΣΤΑΥΡΙΔΗΣ. Ὑποκατάστημα Θεσσαλονίκης μέγαρον ΖΕΝΙΟ ὁ πάτωμα: [1164, 412, 1568, 454]
- disc-label: ODEON: [754, 1447, 880, 1505]
- odeon-shop-2: ΚΑΙ ΜΠΕΝΒΕΝΙΣΤΕ: [743, 1829, 891, 1847]
- tsaligopoulos-spec: Ἰατροπαθολόγος: [535, 754, 647, 770]
- ethnikon-intro: Ἱδρύθη διὰ τοῦ νόμου τοῦ Ἰταλικοῦ Κράτους ἀριθ. 305 τῆς 4 Ἀπριλίου 1912 καὶ ἐγκριθὲν ἐν Ἑλλάδι διὰ Διατάγματος τῆς 22 Νοεμβρίου 1926: [1167, 145, 1565, 173]
- charitantis-addr: 60 ὁδὸς Βενιζέλου 60: [746, 1331, 888, 1348]
- syllogos-title: ΠΡΟΣΚΛΗΣΙΣ: [980, 531, 1096, 552]
- valentino-sheik-2: ὁ ΒΑΣΙΛΕΥΣ τῆς ΕΡΗΜΟΥ: [1278, 1372, 1454, 1388]
- konst-sub: ΕΙΔΙΚΟΣ ΣΥΦΙΛΙΔΟΛΟΓΟΣ — ΔΕΡΜΑΤΟΛΟΓΟΣ: [70, 1337, 426, 1355]
- list-item: 1134 Τὰ Νεοκλῆς μπλλλα: [730, 1759, 875, 1773]
- kinitires-text: Μετὰ ἢ ἄνευ συμπλεκτοῦ τῆς Ἀνωνύμου Ἑταιρείας: [1196, 556, 1536, 572]
- price-row: Ἔλαιον 22: [98, 716, 185, 733]
- damianidis-spec: Μαιευτὴρ Γυναικολόγος (Αἰμοροῖδαι): [509, 326, 673, 359]
- volouzakis-name: Σ. ΒΟΛΟΥΔΑΚΗΣ: [183, 1389, 313, 1407]
- christodoulou-spec: ΕΙΔΙΚΟΣ ΣΥΦΙΛΙΔΟΛΟΓΟΣ: [509, 441, 673, 455]
- workers-text-3: Ἡ Ἑταιρεία ἔχει οἰκήματα κλόκτητα καὶ ροκοπλεκτικὰ χωρία διὰ νὰ κατοικήσουν οἱ ἐργάται. Οἱ προσερχόμενοι πρέπει νὰ ἔχουν ἡλικίας 18-40 ἐτῶν ἀρτιμελεῖς καὶ ὑγιεῖς. Πληροφορίας παρὰ τῷ ἀντιπροσώπῳ τῆς Ἑταιρείας κ. Μανόλη Παπαδάκη, Ὁδὸς Βενιζέλου ἀριθ. 28.: [38, 736, 458, 818]
- chrysanthou-spec: ΕΙΔΙΚΟΣ ΠΑΘΟΛΟΓΟΣ: [521, 673, 661, 687]
- manthos-spec: ΝΕΥΡΟΛΟΓΟΣ — ΨΥΧΙΑΤΡΟΣ: [1259, 1634, 1473, 1652]
- ophthalmo-name: Θ. ΘΕΟΦΥΛΑΚΤΟΥ: [965, 1486, 1111, 1504]
- charitantis-hours: 2—6 μ.μ.: [787, 1347, 847, 1363]
- valentino-sheik: ΣΕΪΧΗΣ: [1303, 1339, 1429, 1373]
- dimos-sign: Ὁ Δήμαρχος (ὑπογρ.) Χ. ΜΕΛΑΝΙΔΗΣ: [964, 1142, 1112, 1170]
- dimos-sub: ΕΠΑΝΑΛΗΨΙΣ ΔΗΜΟΠΡΑΣΙΩΝ: [989, 794, 1087, 825]
- workers-company: Η ΕΤΑΙΡΕΙΑ ΜΕΤΑΛΛΕΙΩΝ ΚΑΣΣΑΝΔΡΑΣ: [73, 451, 423, 471]
- workers-text: Ζητεῖ ἐργάτας διὰ τὰς ΜΥΣΤΡΙΟΥΣ μόνον μεταλλευτικὰς ἐργασίας τῶν Μεταλλείων Στρατωνίου. Ἀπαιτεῖται ἡ κατάταξις διὰ τῆς ἐργασίας ἐπὶ τὸν νῦν ἡμερῶν. Αἱ ἡμερήσιαι ἐξαργυρώσεις ἐν τῆς ἐκτελέσεως ἐκάστου εἶναι νῦν ὡς ἑξῆς:: [38, 471, 458, 537]
- ad-kelekis: [938, 1749, 1138, 1951]
- syllogos-sub: ΙΑΤΡΙΚΟΥ ΣΥΛΛΟΓΟΥ ΘΕΣΣΑΛΟΝΙΚΗΣ: [972, 550, 1104, 581]
- wage-row: Κυβερνῆται 34: [78, 621, 207, 640]
- notice-artopoleia: [712, 580, 922, 939]
- masthead: [28, 18, 1580, 46]
- clinic-kind: ΚΛΙΝΙΚΗ: [182, 937, 314, 971]
- vasilakou-spec: Ἰατροῦ-εἰδικοῦ Παθολόγου: [501, 870, 681, 886]
- derveniotis-spec: ΙΑΤΡΟΣ: [567, 951, 615, 965]
- iatreion-title: ΙΑΤΡΕΙΟΝ: [174, 1166, 322, 1200]
- konstas-name: ΓΕΩΡΓΙΟΣ ΚΟΝΣΤΑΣ: [511, 1552, 671, 1570]
- ad-konstantinidis: [28, 1306, 468, 1376]
- figure-row: Παραγωγὴ τοῦ 1926 1.500.000.000: [1170, 196, 1562, 212]
- konstas-text: Δέχεται 9—12 π.μ. Γωνία Κωνσταντίνου 11 καὶ Βενιζέλου: [500, 1586, 682, 1614]
- charitantis-role: ΙΑΤΡΟΣ-ΠΑΘΟΛΟΓΟΣ: [745, 1301, 889, 1318]
- kalamaria-sub: ΕΝΟΙΚΙΑΣΙΣ ΛΑΤΟΜΕΙΟΥ: [734, 145, 900, 162]
- odeon-brand: ODEON: [736, 1575, 898, 1625]
- workers-title: ΖΗΤΟΥΝΤΑΙ ΕΡΓΑΤΑΙ: [38, 403, 458, 448]
- ad-andreadou: [938, 1183, 1138, 1332]
- ad-zoras: [712, 1087, 922, 1252]
- artopoleia-sign: Ἐν Θεσ/νίκῃ τῇ 10 Φεβρουαρίου 1927 — Ὁ Οἰκον. Ἔφορος Θεσ/κης Α. ΧΡΥΣΟΧΟΟΥ: [721, 877, 913, 933]
- andreadou-text: Χειρουργοῦ τοῦ Κεντρικοῦ Νοσοκομείου Ἑβραϊκῶν. Ὁδὸς Ἐγνατίας—Ἁγ. Σοφίας 6, Ἀριθ. τηλεφ. 18 (569): [951, 1268, 1125, 1325]
- wage-row: Μοναδόροι 34: [78, 561, 200, 580]
- ad-manthos: [1152, 1579, 1580, 1687]
- ad-odeon: [712, 1378, 922, 1868]
- spetsiotis-spec: ΕΙΔΙΚΟΣ ΙΑΤΡΟΣ: [538, 1057, 644, 1071]
- kelekis-name: ΣΤΑΥΡΟΥ Α. ΚΕΛΕΚΗ: [956, 1813, 1120, 1831]
- kinitires-agent-text: Βιομηχανικαὶ καὶ Ἰατρικαὶ ἐπιχειρήσεις Νίκης 41 Θεσσαλονίκη. Τηλεγραφικὴ Διεύθυνσις: ΣΜΙΘΣΟΝ. Ὑποκατάστημα ἐν τῷ Πειραιεῖ: [1174, 719, 1558, 747]
- column-4: [938, 124, 1138, 2251]
- wage-row: Μεταλλωρύχοι 33: [78, 581, 235, 600]
- notice-syllogos: [938, 526, 1138, 766]
- kinitires-maker: ΦΡΑΝΚΟ ΤΟΖΙ: [1257, 572, 1475, 606]
